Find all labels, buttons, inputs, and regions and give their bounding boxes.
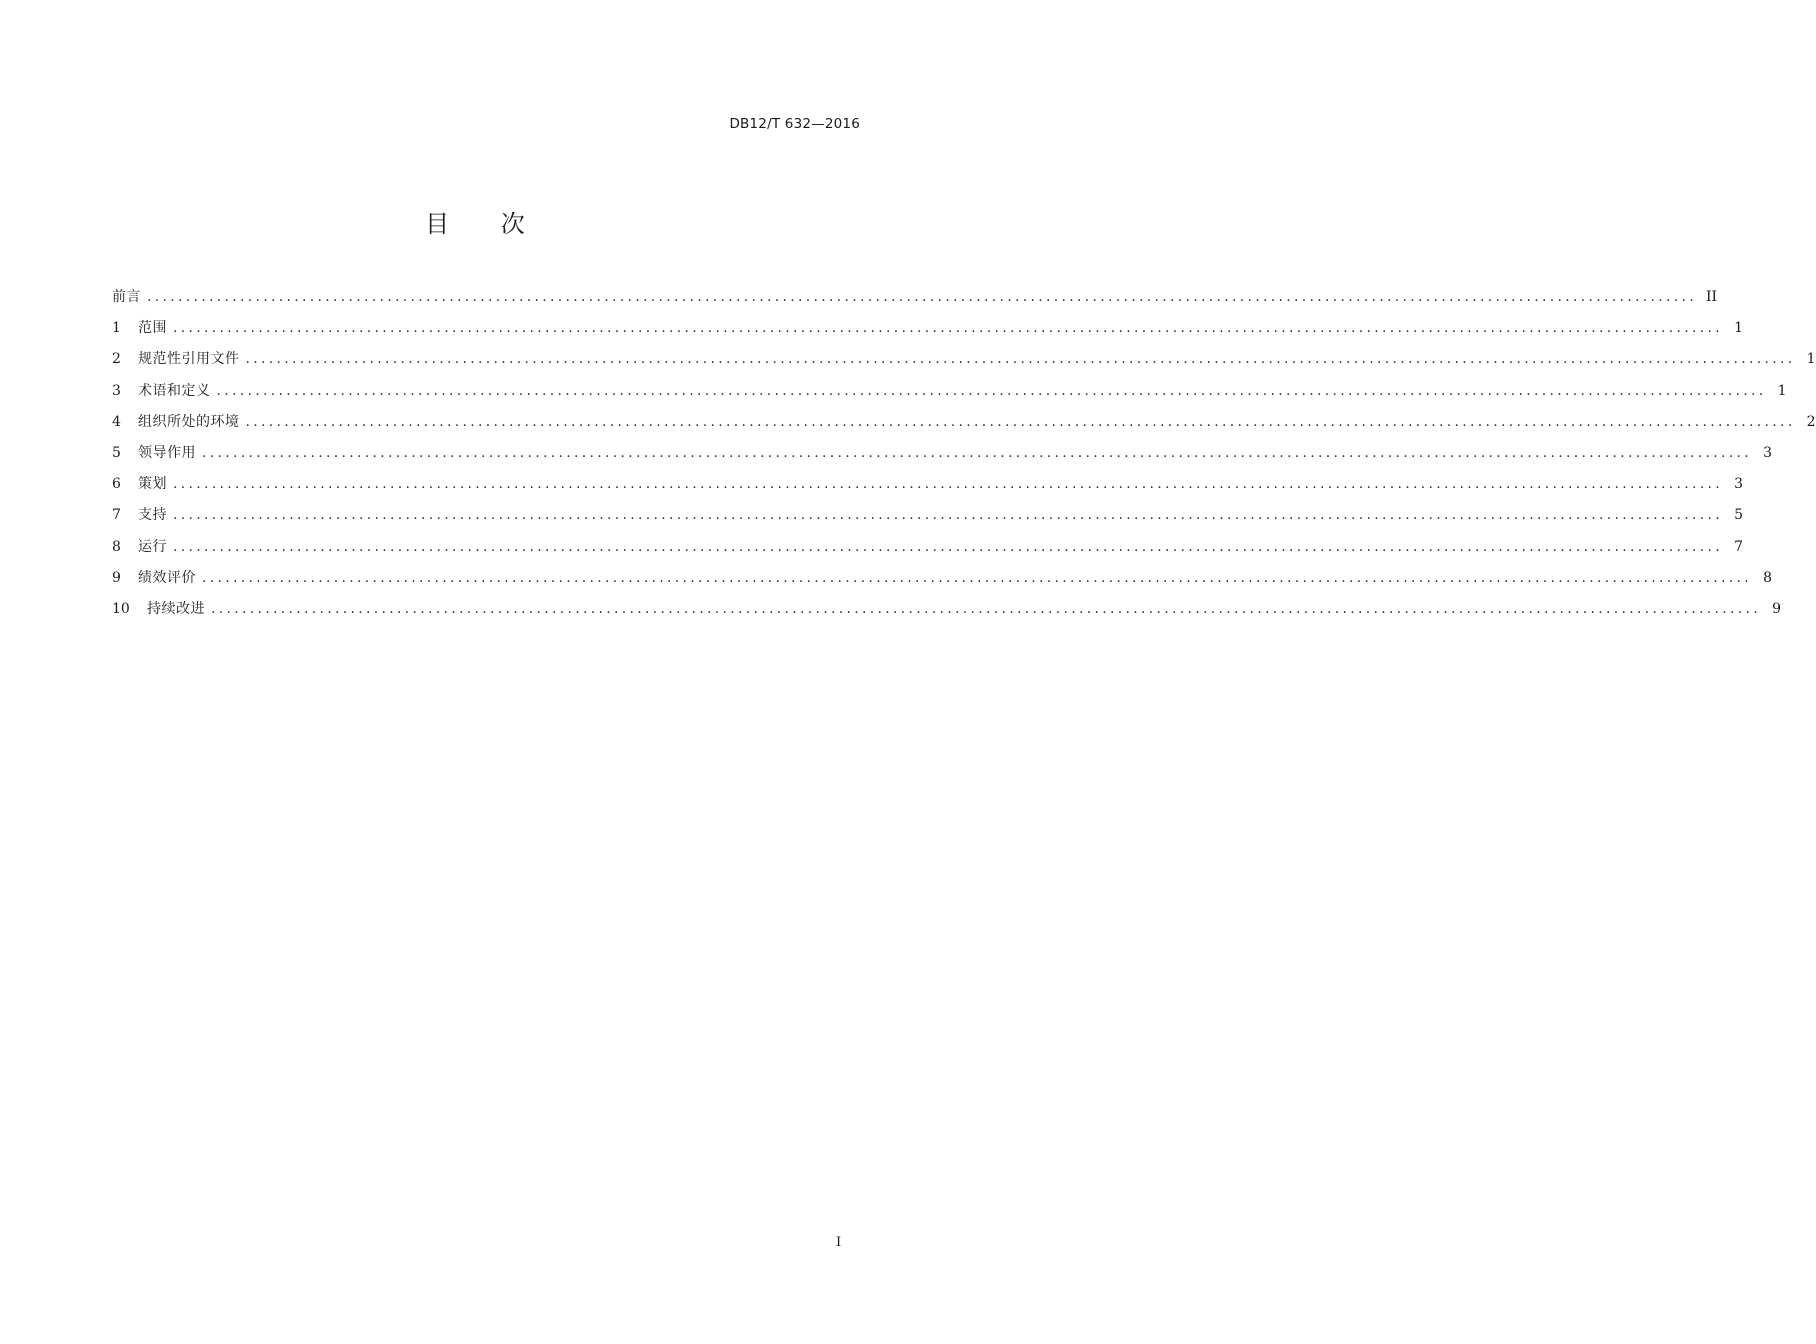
toc-entry-page: 9 (1772, 600, 1782, 617)
toc-entry-label: 持续改进 (147, 600, 205, 617)
document-code: DB12/T 632—2016 (729, 116, 860, 132)
toc-entry-page: 3 (1734, 476, 1744, 493)
toc-entry-label: 绩效评价 (138, 569, 196, 586)
toc-entry-label: 范围 (138, 320, 167, 337)
toc-leader-dots: ........................................................................................................................................................................................................ (216, 382, 1767, 399)
toc-entry-number: 5 (112, 444, 121, 461)
toc-entry-page: II (1705, 289, 1718, 305)
toc-entry-8[interactable] (112, 536, 1744, 567)
toc-entry-page: 1 (1734, 320, 1744, 337)
toc-entry-number: 2 (112, 351, 121, 368)
toc-leader-dots: ........................................................................................................................................................................................................ (173, 320, 1724, 337)
page-number: I (836, 1235, 842, 1250)
toc-entry-label: 前言 (112, 289, 141, 305)
toc-leader-dots: ........................................................................................................................................................................................................ (245, 413, 1796, 430)
toc-entry-10[interactable] (112, 598, 1782, 629)
toc-entry-page: 8 (1763, 569, 1773, 586)
toc-entry-page: 3 (1763, 444, 1773, 461)
toc-entry-number: 3 (112, 382, 121, 399)
toc-leader-dots: ........................................................................................................................................................................................................ (173, 507, 1724, 524)
toc-leader-dots: ........................................................................................................................................................................................................ (173, 538, 1724, 555)
toc-entry-number: 6 (112, 476, 121, 493)
toc-entry-4[interactable] (112, 411, 1816, 442)
toc-entry-9[interactable] (112, 567, 1773, 598)
table-of-contents (112, 286, 1816, 629)
toc-entry-page: 2 (1806, 413, 1816, 430)
toc-entry-label: 领导作用 (138, 444, 196, 461)
toc-entry-page: 5 (1734, 507, 1744, 524)
toc-entry-label: 运行 (138, 538, 167, 555)
toc-entry-number: 4 (112, 413, 121, 430)
toc-entry-6[interactable] (112, 473, 1744, 504)
toc-entry-label: 支持 (138, 507, 167, 524)
toc-leader-dots: ........................................................................................................................................................................................................ (202, 444, 1753, 461)
toc-entry-1[interactable] (112, 317, 1744, 348)
toc-entry-number: 7 (112, 507, 121, 524)
toc-entry-number: 9 (112, 569, 121, 586)
toc-leader-dots: ........................................................................................................................................................................................................ (147, 289, 1698, 305)
toc-entry-number: 8 (112, 538, 121, 555)
toc-entry-3[interactable] (112, 380, 1787, 411)
toc-entry-label: 术语和定义 (138, 382, 211, 399)
toc-entry-7[interactable] (112, 504, 1744, 535)
toc-leader-dots: ........................................................................................................................................................................................................ (211, 600, 1762, 617)
toc-entry-label: 组织所处的环境 (138, 413, 240, 430)
toc-entry-2[interactable] (112, 348, 1816, 379)
toc-entry-number: 1 (112, 320, 121, 337)
toc-entry-label: 策划 (138, 476, 167, 493)
toc-entry-5[interactable] (112, 442, 1773, 473)
toc-entry-number: 10 (112, 600, 130, 617)
toc-title: 目 次 (425, 210, 547, 238)
toc-entry-page: 1 (1777, 382, 1787, 399)
toc-leader-dots: ........................................................................................................................................................................................................ (173, 476, 1724, 493)
toc-entry-label: 规范性引用文件 (138, 351, 240, 368)
toc-entry-foreword[interactable] (112, 286, 1718, 317)
toc-leader-dots: ........................................................................................................................................................................................................ (202, 569, 1753, 586)
toc-entry-page: 1 (1806, 351, 1816, 368)
toc-leader-dots: ........................................................................................................................................................................................................ (245, 351, 1796, 368)
toc-entry-page: 7 (1734, 538, 1744, 555)
